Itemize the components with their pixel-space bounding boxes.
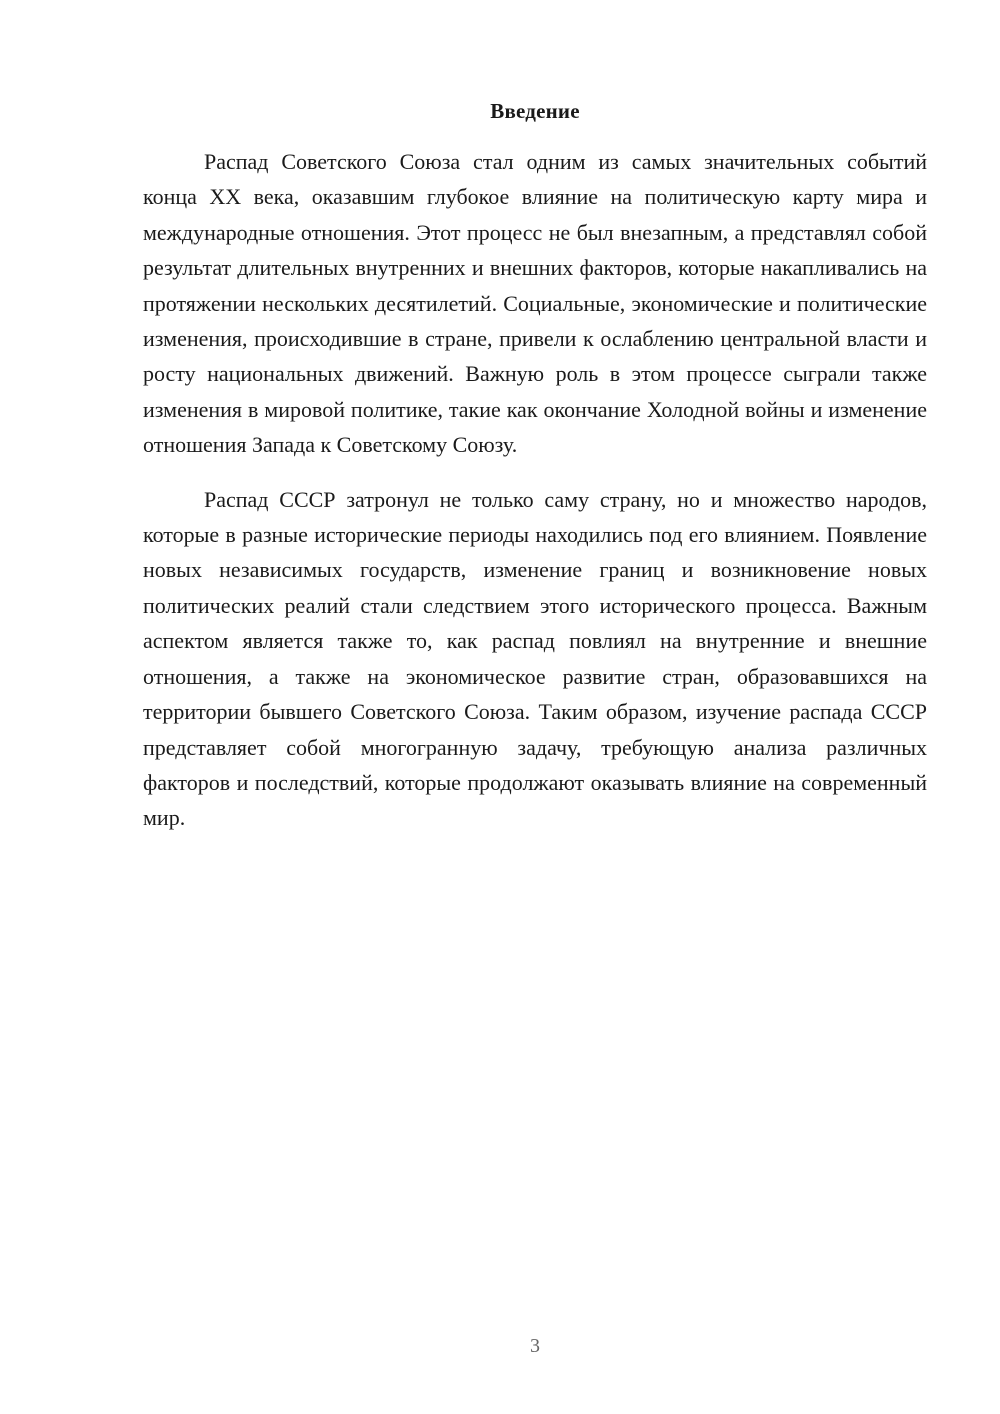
paragraph-2: Распад СССР затронул не только саму страну, но и множество народов, которые в разные исторические периоды находились под его влиянием. Появление новых независимых государств, изменение границ и возникновение новых политических реалий стали следствием этого исторического процесса. Важным аспектом является также то, как распад повлиял на внутренние и внешние отношения, а также на экономическое развитие стран, образовавшихся на территории бывшего Советского Союза. Таким образом, изучение распада СССР представляет собой многогранную задачу, требующую анализа различных факторов и последствий, которые продолжают оказывать влияние на современный мир. [143,486,927,831]
page-content [143,96,927,836]
page-number: 3 [530,1335,540,1357]
section-heading: Введение [490,99,580,123]
paragraph-1: Распад Советского Союза стал одним из самых значительных событий конца XX века, оказавшим глубокое влияние на политическую карту мира и международные отношения. Этот процесс не был внезапным, а представлял собой результат длительных внутренних и внешних факторов, которые накапливались на протяжении нескольких десятилетий. Социальные, экономические и политические изменения, происходившие в стране, привели к ослаблению центральной власти и росту национальных движений. Важную роль в этом процессе сыграли также изменения в мировой политике, такие как окончание Холодной войны и изменение отношения Запада к Советскому Союзу. [143,149,927,458]
